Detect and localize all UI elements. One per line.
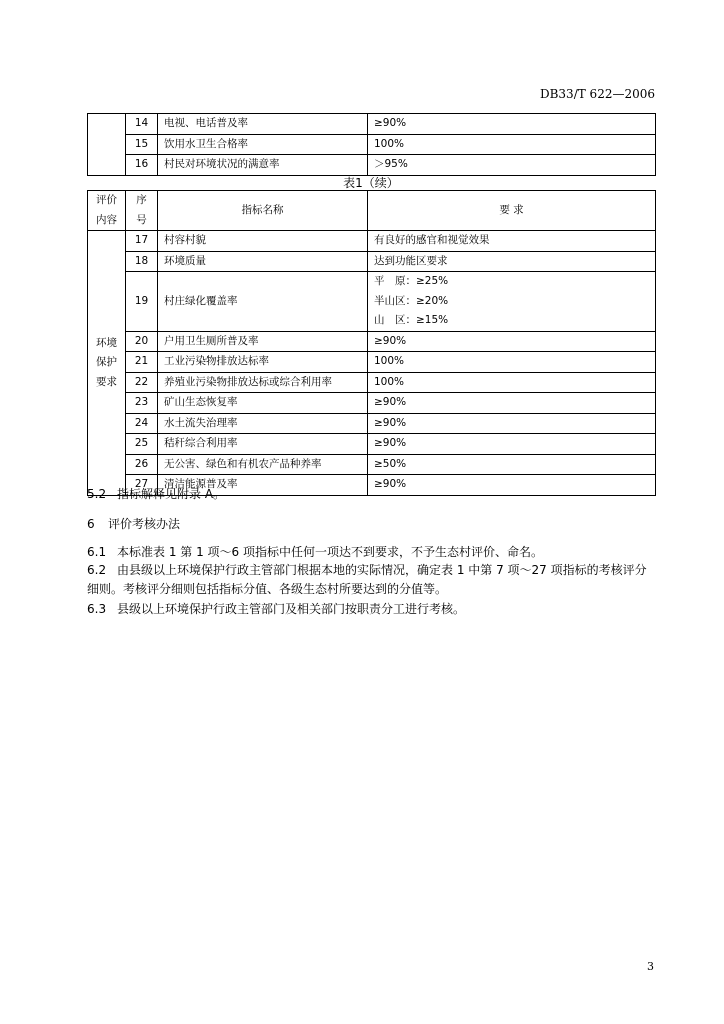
requirement: ≥90% — [368, 475, 656, 496]
indicator-name: 电视、电话普及率 — [158, 114, 368, 135]
clause-number: 6.1 — [87, 545, 107, 559]
table-row — [88, 272, 656, 332]
header-requirement: 要 求 — [368, 191, 656, 231]
table-row — [88, 134, 656, 155]
requirement-line: 平 原：≥25% — [374, 275, 449, 287]
indicator-name: 矿山生态恢复率 — [158, 393, 368, 414]
clause-text: 县级以上环境保护行政主管部门及相关部门按职责分工进行考核。 — [117, 602, 466, 616]
indicator-name: 水土流失治理率 — [158, 413, 368, 434]
row-number: 14 — [126, 114, 158, 135]
table-row — [88, 352, 656, 373]
indicator-name: 无公害、绿色和有机农产品种养率 — [158, 454, 368, 475]
section-6-heading — [87, 515, 180, 532]
indicator-name: 工业污染物排放达标率 — [158, 352, 368, 373]
header-eval-line1: 评价 — [96, 194, 117, 206]
row-number: 18 — [126, 251, 158, 272]
indicator-name: 秸秆综合利用率 — [158, 434, 368, 455]
row-number: 25 — [126, 434, 158, 455]
indicator-name: 村民对环境状况的满意率 — [158, 155, 368, 176]
table-row — [88, 155, 656, 176]
clause-number: 6.3 — [87, 602, 107, 616]
clause-6-1 — [87, 543, 543, 560]
category-line2: 保护 — [96, 356, 117, 368]
header-no-line1: 序 — [136, 194, 147, 206]
section-title: 评价考核办法 — [108, 517, 181, 531]
requirement: 100% — [368, 134, 656, 155]
category-cell — [88, 231, 126, 496]
requirement-line: 半山区：≥20% — [374, 294, 449, 307]
clause-6-2 — [87, 561, 657, 599]
category-line3: 要求 — [96, 375, 117, 388]
table-row — [88, 331, 656, 352]
table-row — [88, 434, 656, 455]
eval-cell-empty — [88, 114, 126, 176]
row-number: 21 — [126, 352, 158, 373]
requirement: 达到功能区要求 — [368, 251, 656, 272]
requirement: ≥50% — [368, 454, 656, 475]
table-header-row — [88, 191, 656, 231]
header-no — [126, 191, 158, 231]
clause-text: 本标准表 1 第 1 项～6 项指标中任何一项达不到要求，不予生态村评价、命名。 — [117, 545, 543, 559]
indicator-name: 饮用水卫生合格率 — [158, 134, 368, 155]
table-row — [88, 372, 656, 393]
clause-5-2 — [87, 485, 225, 502]
header-eval-line2: 内容 — [96, 213, 117, 226]
table-continued-top — [87, 113, 656, 176]
requirement: ≥90% — [368, 331, 656, 352]
indicator-name: 清洁能源普及率 — [158, 475, 368, 496]
table-row — [88, 454, 656, 475]
indicator-name: 村庄绿化覆盖率 — [158, 272, 368, 332]
clause-6-3 — [87, 600, 465, 617]
table-caption: 表1（续） — [343, 176, 399, 190]
table-row — [88, 231, 656, 252]
row-number: 27 — [126, 475, 158, 496]
table-row — [88, 251, 656, 272]
requirement: ≥90% — [368, 434, 656, 455]
requirement-multiline — [368, 272, 656, 332]
indicator-name: 环境质量 — [158, 251, 368, 272]
header-no-line2: 号 — [136, 213, 147, 226]
row-number: 20 — [126, 331, 158, 352]
indicator-name: 户用卫生厕所普及率 — [158, 331, 368, 352]
header-eval — [88, 191, 126, 231]
requirement: 100% — [368, 372, 656, 393]
requirement: ≥90% — [368, 393, 656, 414]
standard-code: DB33/T 622—2006 — [539, 87, 655, 101]
row-number: 26 — [126, 454, 158, 475]
clause-text: 指标解释见附录 A。 — [117, 487, 226, 501]
table-row — [88, 413, 656, 434]
clause-text: 由县级以上环境保护行政主管部门根据本地的实际情况，确定表 1 中第 7 项～27 项指标的考核评分细则。考核评分细则包括指标分值、各级生态村所要达到的分值等。 — [87, 563, 647, 596]
row-number: 19 — [126, 272, 158, 332]
table-row — [88, 114, 656, 135]
requirement: ≥90% — [368, 114, 656, 135]
indicator-name: 村容村貌 — [158, 231, 368, 252]
row-number: 24 — [126, 413, 158, 434]
category-line1: 环境 — [96, 336, 117, 349]
clause-number: 5.2 — [87, 487, 107, 501]
row-number: 16 — [126, 155, 158, 176]
row-number: 23 — [126, 393, 158, 414]
requirement: ＞95% — [368, 155, 656, 176]
table-row — [88, 393, 656, 414]
page-number: 3 — [647, 960, 654, 973]
row-number: 22 — [126, 372, 158, 393]
requirement: 有良好的感官和视觉效果 — [368, 231, 656, 252]
table-indicators — [87, 190, 656, 496]
clause-number: 6.2 — [87, 563, 107, 577]
row-number: 15 — [126, 134, 158, 155]
requirement: 100% — [368, 352, 656, 373]
requirement-line: 山 区：≥15% — [374, 314, 449, 326]
requirement: ≥90% — [368, 413, 656, 434]
header-name: 指标名称 — [158, 191, 368, 231]
row-number: 17 — [126, 231, 158, 252]
section-number: 6 — [87, 517, 95, 531]
indicator-name: 养殖业污染物排放达标或综合利用率 — [158, 372, 368, 393]
